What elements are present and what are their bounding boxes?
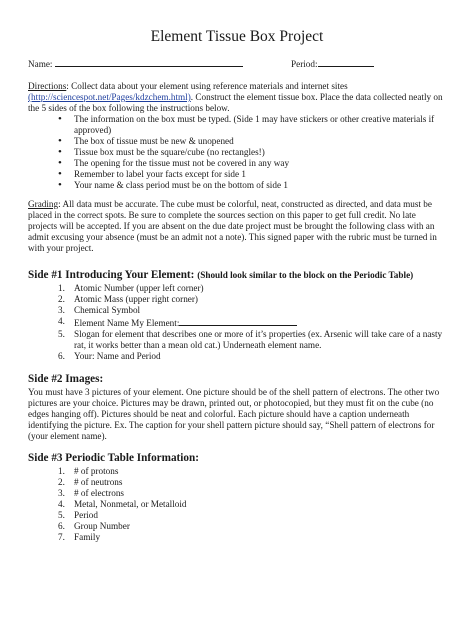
directions-bullet: • The box of tissue must be new & unopened: [58, 136, 446, 147]
grading-section: [28, 199, 446, 254]
grading-text: : All data must be accurate. The cube must be colorful, neat, constructed as directed, and data must be placed in the correct spots. Be sure to complete the sources section on this paper to get full credit. No late projects will be accepted. If you are absent on the due date project must be brought the following class with an admit excusing your absence (must be an admit not a note). This signed paper with the rubric must be turned in with your project.: [28, 199, 437, 253]
side3-item-number: 6.: [58, 521, 65, 531]
directions-bullet: • Tissue box must be the square/cube (no rectangles!): [58, 147, 446, 158]
period-label: Period:: [291, 59, 318, 69]
side1-item-text: Chemical Symbol: [74, 305, 141, 315]
side1-heading-text: Side #1 Introducing Your Element:: [28, 269, 198, 281]
side3-section: [28, 452, 446, 543]
side3-item-text: # of protons: [74, 466, 119, 476]
side3-item: [58, 510, 446, 521]
side1-item: [58, 294, 446, 305]
side3-item: [58, 466, 446, 477]
side1-item: [58, 316, 446, 329]
directions-bullet: • Your name & class period must be on the bottom of side 1: [58, 180, 446, 191]
name-label: Name:: [28, 59, 53, 69]
side3-item-text: # of neutrons: [74, 477, 123, 487]
directions-list: [28, 114, 446, 191]
side1-item-text: Atomic Mass (upper right corner): [74, 294, 198, 304]
side3-list: [28, 466, 446, 543]
side1-item: [58, 305, 446, 316]
period-group: [291, 57, 374, 70]
side1-heading: [28, 269, 446, 282]
side3-item-text: # of electrons: [74, 488, 125, 498]
side1-item-number: 6.: [58, 351, 65, 361]
side1-item: [58, 283, 446, 294]
side3-item: [58, 477, 446, 488]
directions-bullet: • The opening for the tissue must not be covered in any way: [58, 158, 446, 169]
page-title: Element Tissue Box Project: [150, 28, 324, 45]
grading-label: Grading: [28, 199, 59, 209]
side2-heading: Side #2 Images:: [28, 373, 104, 385]
side2-text: You must have 3 pictures of your element. One picture should be of the shell pattern of electrons. The other two pictures are your choice. Pictures may be drawn, printed out, or photocopied, but they must fit on the cube (no edges hanging off). Pictures should be neat and colorful. Each picture should have a caption underneath identifying the picture. Ex. The caption for your shell pattern picture should say, “Shell pattern of electrons for (your element name).: [28, 387, 440, 441]
side1-item-text: Slogan for element that describes one or more of it’s properties (ex. Arsenic will take care of a nasty rat, it works better than a mean old cat.) Underneath element name.: [74, 329, 443, 350]
side3-item: [58, 521, 446, 532]
name-blank: [55, 57, 243, 67]
directions-label: Directions: [28, 81, 67, 91]
side3-heading: Side #3 Periodic Table Information:: [28, 452, 199, 464]
directions-text-1: : Collect data about your element using reference materials and internet sites: [66, 81, 348, 91]
my-element-blank: [179, 316, 297, 326]
side1-item: [58, 329, 446, 351]
directions-text-2: . Construct the element tissue box. Place the data collected neatly on the 5 sides of the box following the instructions below.: [28, 92, 443, 113]
side1-item-number: 5.: [58, 329, 65, 339]
directions-link[interactable]: (http://sciencespot.net/Pages/kdzchem.html): [28, 92, 191, 102]
side3-item-text: Group Number: [74, 521, 130, 531]
side3-item: [58, 532, 446, 543]
directions-bullet: • The information on the box must be typed. (Side 1 may have stickers or other creative materials if approved): [58, 114, 446, 136]
side3-item-number: 7.: [58, 532, 65, 542]
side3-item-number: 4.: [58, 499, 65, 509]
side3-item-text: Family: [74, 532, 101, 542]
side3-item-text: Metal, Nonmetal, or Metalloid: [74, 499, 187, 509]
directions-section: [28, 81, 446, 191]
side3-item-number: 1.: [58, 466, 65, 476]
side1-section: [28, 269, 446, 362]
side1-item-text: Element Name My Element:: [74, 318, 180, 328]
side1-heading-note: (Should look similar to the block on the Periodic Table): [197, 270, 414, 280]
side3-item: [58, 499, 446, 510]
side3-item-text: Period: [74, 510, 98, 520]
side3-item-number: 3.: [58, 488, 65, 498]
side3-item: [58, 488, 446, 499]
side3-item-number: 2.: [58, 477, 65, 487]
side1-item-number: 4.: [58, 316, 65, 326]
side1-item-number: 3.: [58, 305, 65, 315]
side3-item-number: 5.: [58, 510, 65, 520]
side1-item-text: Your: Name and Period: [74, 351, 161, 361]
side2-section: [28, 373, 446, 442]
side1-item-number: 1.: [58, 283, 65, 293]
directions-bullet: • Remember to label your facts except for side 1: [58, 169, 446, 180]
side1-item: [58, 351, 446, 362]
side1-item-text: Atomic Number (upper left corner): [74, 283, 204, 293]
side1-list: [28, 283, 446, 362]
side1-item-number: 2.: [58, 294, 65, 304]
name-period-row: [28, 57, 446, 70]
period-blank: [318, 57, 374, 67]
